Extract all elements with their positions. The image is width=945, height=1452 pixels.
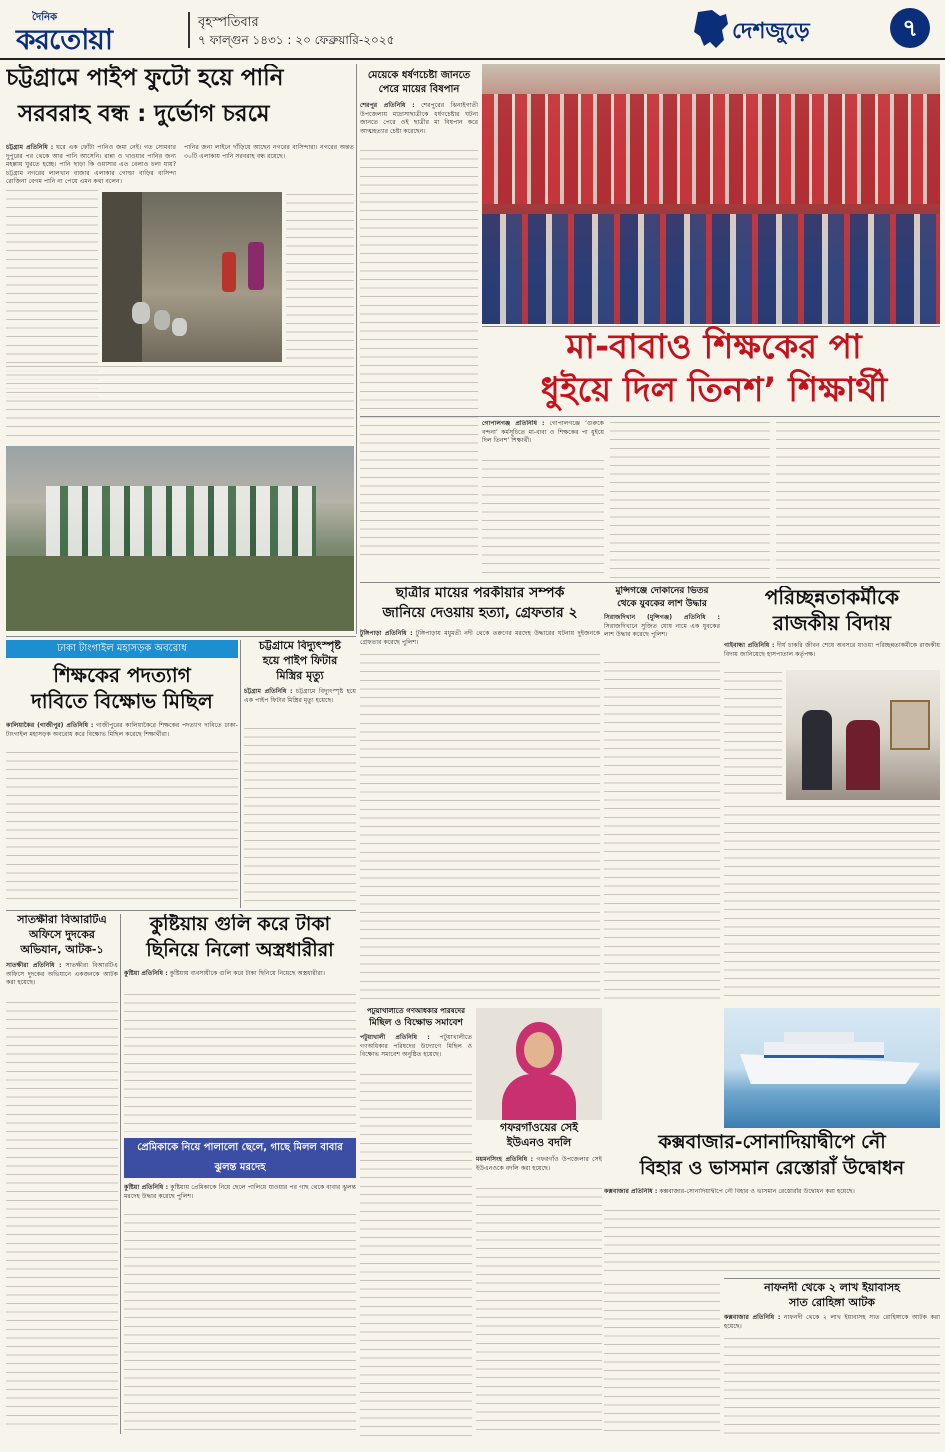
electrocution-lead: চট্টগ্রামে বিদ্যুৎস্পৃষ্ট হয়ে এক পাইপ ফিটার মিস্ত্রির মৃত্যু হয়েছে। xyxy=(244,688,356,704)
logo-main-text: করতোয়া xyxy=(16,23,112,54)
highway-dateline: কালিয়াকৈর (গাজীপুর) প্রতিনিধি : xyxy=(6,722,94,729)
kushtia-headline-2: ছিনিয়ে নিলো অস্ত্রধারীরা xyxy=(146,939,334,961)
brta-lead: সাতক্ষীরা বিআরটিএ অফিসে দুদকের অভিযানে একজনকে আটক করা হয়েছে। xyxy=(6,962,118,987)
teacher-feet-photo xyxy=(482,64,940,324)
masthead-divider xyxy=(188,12,190,48)
article-highway-block xyxy=(6,640,238,908)
electrocution-body xyxy=(244,688,356,724)
cleaner-lead: দীর্ঘ চাকরি জীবন শেষে অবসরে যাওয়া পরিচ্ছন্নতাকর্মীকে রাজকীয় বিদায় জানিয়েছে হাসপাতাল কর্তৃপক্ষ। xyxy=(724,642,940,658)
kushtia-text-lines xyxy=(124,992,356,1132)
column-divider-brta xyxy=(120,914,121,1434)
teacher-feet-dateline: গোপালগঞ্জ প্রতিনিধি : xyxy=(482,420,545,427)
article-cleaner xyxy=(724,586,940,1006)
section-title: দেশজুড়ে xyxy=(732,19,810,44)
bangladesh-map-icon xyxy=(690,8,730,50)
section-rule-left xyxy=(6,636,356,637)
uno-portrait-photo xyxy=(476,1008,602,1120)
brta-headline-1: সাতক্ষীরা বিআরটিএ xyxy=(17,914,107,926)
article-electrocution xyxy=(244,640,356,908)
munshiganj-headline-1: মুন্সিগঞ্জে দোকানের ভিতর xyxy=(615,586,709,596)
uno-lead: গফরগাঁও উপজেলার সেই ইউএনওকে বদলি করা হয়েছে। xyxy=(476,1156,602,1172)
highway-text-lines xyxy=(6,750,238,906)
teacher-feet-body-lead xyxy=(482,420,604,456)
uno-text-lines xyxy=(476,1186,602,1436)
section-rule-2 xyxy=(360,582,940,583)
brta-headline-3: অভিযান, আটক-১ xyxy=(20,943,104,956)
cleaner-ceremony-photo xyxy=(786,670,940,800)
rohingya-text-lines xyxy=(724,1336,940,1440)
pipe-students-photo xyxy=(6,446,354,631)
mother-lead: শেরপুরের ঝিনাইগাতী উপজেলায় মাদ্রাসাছাত্রীকে ধর্ষণচেষ্টার ঘটনা জানতে পেরে ওই ছাত্রীর মা বিষপান করে আত্মহত্যার চেষ্টা করেছেন। xyxy=(360,102,478,135)
teacher-feet-text-lines-a xyxy=(482,458,604,578)
section-banner xyxy=(690,8,935,50)
boat-photo xyxy=(724,1008,940,1128)
article-uno xyxy=(476,1122,602,1438)
cleaner-body xyxy=(724,642,940,668)
student-mother-dateline: টুঙ্গিপাড়া প্রতিনিধি : xyxy=(360,630,413,637)
student-mother-lead: টুঙ্গিপাড়ায় মধুমতী নদী থেকে তরুণের মরদেহ উদ্ধারের ঘটনায় দুইজনকে গ্রেফতার করেছে পুলিশ। xyxy=(360,630,600,646)
uno-headline-2: ইউএনও বদলি xyxy=(506,1136,572,1149)
cleaner-dateline: গাইবান্ধা প্রতিনিধি : xyxy=(724,642,775,649)
pipe-text-lines-c xyxy=(6,364,354,439)
cleaner-headline-2: রাজকীয় বিদায় xyxy=(772,611,892,635)
highway-kicker: ঢাকা টাংগাইল মহাসড়ক অবরোধ xyxy=(6,640,238,658)
lover-headline: প্রেমিকাকে নিয়ে পালালো ছেলে, গাছে মিলল বাবার ঝুলন্ত মরদেহ xyxy=(124,1138,356,1178)
teacher-feet-headline-2: ধুইয়ে দিল তিনশ’ শিক্ষার্থী xyxy=(540,370,888,410)
article-munshiganj xyxy=(604,586,720,1006)
kushtia-headline-1: কুষ্টিয়ায় গুলি করে টাকা xyxy=(149,914,331,935)
mother-headline-2: পেরে মায়ের বিষপান xyxy=(378,84,460,95)
uno-dateline: ময়মনসিংহ প্রতিনিধি : xyxy=(476,1156,534,1163)
article-teacher-feet-body xyxy=(360,420,940,580)
lover-body xyxy=(124,1184,356,1210)
column-divider-1 xyxy=(356,64,357,634)
brta-text-lines xyxy=(6,1000,118,1432)
student-mother-headline-2: জানিয়ে দেওয়ায় হত্যা, গ্রেফতার ২ xyxy=(382,605,578,621)
electrocution-headline-3: মিস্ত্রির মৃত্যু xyxy=(276,669,324,682)
boat-dateline: কক্সবাজার প্রতিনিধি : xyxy=(604,1188,658,1195)
mother-body xyxy=(360,102,478,146)
student-mother-body xyxy=(360,630,600,650)
munshiganj-body xyxy=(604,614,720,658)
page-number: ৭ xyxy=(902,14,918,42)
lover-dateline: কুষ্টিয়া প্রতিনিধি : xyxy=(124,1184,169,1191)
boat-lead: কক্সবাজার-সোনাদিয়াদ্বীপে নৌ বিহার ও ভাসমান রেস্তোরাঁর উদ্বোধন করা হয়েছে। xyxy=(659,1188,855,1195)
newspaper-logo xyxy=(10,8,180,54)
issue-day: বৃহস্পতিবার xyxy=(198,15,259,30)
masthead-rule xyxy=(0,58,945,60)
highway-headline-1: শিক্ষকের পদত্যাগ xyxy=(53,663,191,687)
article-pipe xyxy=(6,64,354,634)
munshiganj-text-lines xyxy=(604,660,720,1004)
patuakhali-dateline: পটুয়াখালী প্রতিনিধি : xyxy=(360,1034,430,1041)
article-kushtia xyxy=(124,914,356,1134)
article-student-mother xyxy=(360,586,600,1006)
masthead xyxy=(0,0,945,58)
highway-lead: গাজীপুরের কালিয়াকৈরে শিক্ষকের পদত্যাগ দাবিতে ঢাকা-টাংগাইল মহাসড়ক অবরোধ করে বিক্ষোভ মিছিল করেছে শিক্ষার্থীরা। xyxy=(6,722,238,738)
munshiganj-dateline: সিরাজদিখান (মুন্সিগঞ্জ) প্রতিনিধি : xyxy=(604,614,720,621)
brta-headline-2: অফিসে দুদকের xyxy=(29,928,95,941)
boat-headline-2: বিহার ও ভাসমান রেস্তোরাঁ উদ্বোধন xyxy=(639,1157,905,1179)
lover-text-lines xyxy=(124,1212,356,1436)
section-rule-left-2 xyxy=(6,910,356,911)
cleaner-text-lines-a xyxy=(724,670,782,800)
cleaner-text-lines-b xyxy=(724,804,940,1004)
electrocution-text-lines xyxy=(244,726,356,906)
munshiganj-lead: সিরাজদিখানে সুজিত ঘোষ নামে এক যুবকের লাশ উদ্ধার করেছে পুলিশ। xyxy=(604,622,720,639)
patuakhali-text-lines xyxy=(360,1072,472,1190)
mother-dateline: শেরপুর প্রতিনিধি : xyxy=(360,102,415,109)
patuakhali-body xyxy=(360,1034,472,1070)
highway-headline-2: দাবিতে বিক্ষোভ মিছিল xyxy=(31,689,213,713)
pipe-text-lines-b xyxy=(286,192,354,362)
page-number-badge xyxy=(890,8,930,48)
rohingya-dateline: কক্সবাজার প্রতিনিধি : xyxy=(724,1314,781,1321)
pipe-headline-2: সরবরাহ বন্ধ : দুর্ভোগ চরমে xyxy=(18,101,270,127)
teacher-feet-text-lines-b xyxy=(610,420,770,578)
pipe-lead-2: পানির জন্য লাইনে দাঁড়িয়ে আছেন নগরের বাসিন্দারা। নগরের অন্তত ৩০টি এলাকায় পানি সরবরাহ বন্ধ রয়েছে। xyxy=(184,144,354,160)
uno-body xyxy=(476,1156,602,1184)
patuakhali-text-lines-b xyxy=(360,1192,472,1438)
boat-text-lines xyxy=(604,1208,940,1272)
teacher-feet-lead: গোপালগঞ্জে ‘গুরুকে বন্দনা’ কর্মসূচিতে মা-বাবা ও শিক্ষকের পা ধুইয়ে দিল তিনশ’ শিক্ষার্থী। xyxy=(482,420,605,445)
electrocution-headline-2: হয়ে পাইপ ফিটার xyxy=(262,654,338,667)
kushtia-dateline: কুষ্টিয়া প্রতিনিধি : xyxy=(124,970,168,977)
article-lover xyxy=(124,1138,356,1438)
rohingya-headline-1: নাফনদী থেকে ২ লাখ ইয়াবাসহ xyxy=(764,1282,900,1294)
kushtia-body xyxy=(124,970,356,990)
article-rohingya xyxy=(724,1282,940,1442)
student-mother-headline-1: ছাত্রীর মায়ের পরকীয়ার সম্পর্ক xyxy=(395,586,565,601)
teacher-feet-bottom-rule xyxy=(360,416,940,417)
electrocution-dateline: চট্টগ্রাম প্রতিনিধি : xyxy=(244,688,293,695)
rohingya-headline-2: সাত রোহিঙ্গা আটক xyxy=(788,1296,875,1309)
rohingya-lead: নাফনদী থেকে ২ লাখ ইয়াবাসহ সাত রোহিঙ্গাকে আটক করা হয়েছে। xyxy=(724,1314,940,1330)
article-brta xyxy=(6,914,118,1434)
column-divider-left-mid xyxy=(240,640,241,908)
munshiganj-headline-2: থেকে যুবকের লাশ উদ্ধার xyxy=(617,599,707,609)
rohingya-body xyxy=(724,1314,940,1334)
boat-text-lines-left xyxy=(604,1282,720,1438)
electrocution-headline-1: চট্টগ্রামে বিদ্যুৎস্পৃষ্ট xyxy=(259,640,341,652)
lover-lead: কুষ্টিয়ায় প্রেমিকাকে নিয়ে ছেলে পালিয়ে যাওয়ার পর গাছ থেকে বাবার ঝুলন্ত মরদেহ উদ্ধার করেছে পুলিশ। xyxy=(124,1184,356,1200)
boat-headline-1: কক্সবাজার-সোনাদিয়াদ্বীপে নৌ xyxy=(658,1131,886,1153)
pipe-water-queue-photo xyxy=(102,192,282,362)
patuakhali-headline-2: মিছিল ও বিক্ষোভ সমাবেশ xyxy=(369,1018,463,1028)
rohingya-rule xyxy=(724,1278,940,1279)
issue-date: ৭ ফাল্গুন ১৪৩১ : ২০ ফেব্রুয়ারি-২০২৫ xyxy=(198,33,395,47)
logo-small-text: দৈনিক xyxy=(32,12,58,23)
pipe-body-col2 xyxy=(184,144,354,184)
brta-body xyxy=(6,962,118,998)
kushtia-lead: কুষ্টিয়ায় ব্যবসায়ীকে গুলি করে টাকা ছিনিয়ে নিয়েছে অস্ত্রধারীরা। xyxy=(169,970,325,977)
patuakhali-lead: পটুয়াখালীতে গণঅধিকার পরিষদের উদ্যোগে মিছিল ও বিক্ষোভ সমাবেশ অনুষ্ঠিত হয়েছে। xyxy=(360,1034,472,1059)
student-mother-text-lines xyxy=(360,652,600,1004)
highway-body xyxy=(6,722,238,748)
teacher-feet-text-lines-c xyxy=(776,420,940,578)
mother-headline-1: মেয়েকে ধর্ষণচেষ্টা জানতে xyxy=(367,70,471,81)
teacher-feet-headline-1: মা-বাবাও শিক্ষকের পা xyxy=(566,327,862,367)
pipe-dateline: চট্টগ্রাম প্রতিনিধি : xyxy=(6,144,54,151)
patuakhali-headline-1: পটুয়াখালীতে গণঅধিকার পরিষদের xyxy=(367,1008,465,1015)
article-boat-body xyxy=(604,1188,940,1274)
boat-body xyxy=(604,1188,940,1206)
pipe-headline-1: চট্টগ্রামে পাইপ ফুটো হয়ে পানি xyxy=(6,65,284,91)
uno-headline-1: গফরগাঁওয়ের সেই xyxy=(499,1122,579,1134)
brta-dateline: সাতক্ষীরা প্রতিনিধি : xyxy=(6,962,62,969)
pipe-body-col1 xyxy=(6,144,176,184)
cleaner-headline-1: পরিচ্ছন্নতাকর্মীকে xyxy=(764,586,900,609)
pipe-lead: ঘরে এক ফোঁটা পানিও জমা নেই। গত সোমবার দুপুরের পর থেকে আর পানি আসেনি। রান্না ও খাওয়ার পানির জন্য মহল্লায় ঘুরতে হচ্ছে। পানি ছাড়া কি ওয়াসার এত বেলাও চলা যায়? চট্টগ্রাম নগরের লালখান বাজার এলাকার গোল্ডা বাড়ির বাসিন্দা রোজিনা বেগম পানি না পেয়ে এমন কথা বলেন। xyxy=(6,144,177,186)
